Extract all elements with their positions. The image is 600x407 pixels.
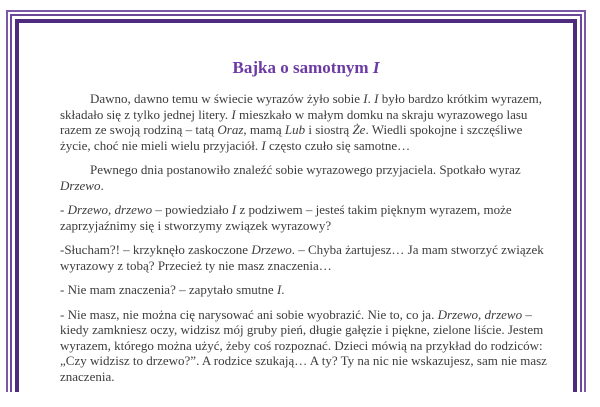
paragraph [60,282,552,298]
text-segment: Dawno, dawno temu w świecie wyrazów żyło sobie [90,91,364,106]
text-segment: . Wiedli spokojne i szczęśliwe życie, choć nie mieli wielu przyjaciół. [60,122,523,153]
page-title [60,58,552,78]
text-segment: było bardzo krótkim wyrazem, składało się z tylko jednej litery. [60,91,543,122]
italic-text-segment: I [363,91,368,106]
page-title-italic-word: I [372,58,380,77]
page-title-text: Bajka o samotnym [232,58,373,77]
text-segment: z podziwem – jesteś takim pięknym wyrazem, może zaprzyjaźnimy się i stworzymy związek wyrazowy? [60,202,512,233]
italic-text-segment: Drzewo, drzewo [437,306,523,322]
page-content [60,58,552,393]
italic-text-segment: Oraz [217,122,244,137]
italic-text-segment: Lub [284,122,306,137]
text-segment: , mamą [243,122,285,137]
paragraphs [60,91,552,384]
text-segment: - Nie mam znaczenia? – zapytało smutne [60,282,277,297]
text-segment: – kiedy zamkniesz oczy, widzisz mój gruby pień, długie gałęzie i piękne, zielone liście. Jestem wyrazem, którego można użyć, żeby coś rozpoznać. Dzieci mówią na przykład do rodziców: „Czy widzisz to drzewo?”. A rodzice szukają… A ty? Ty na nic nie wskazujesz, sam nie masz znaczenia. [60,306,547,384]
italic-text-segment: I [231,106,236,122]
text-segment: – powiedziało [152,202,232,217]
paragraph [60,91,552,153]
text-segment: -Słucham?! – krzyknęło zaskoczone [60,242,252,257]
italic-text-segment: I [231,202,237,217]
text-segment: . [281,282,285,297]
italic-text-segment: Drzewo [251,242,292,257]
text-segment: i siostrą [305,122,353,137]
paragraph [60,242,552,273]
paragraph [60,162,552,193]
text-segment: . [367,91,375,106]
text-segment: często czuło się samotne… [265,137,411,153]
italic-text-segment: I [374,91,379,106]
italic-text-segment: Drzewo, drzewo [67,202,153,217]
paragraph [60,307,552,385]
italic-text-segment: Drzewo [60,177,101,193]
paragraph [60,202,552,233]
text-segment: . – Chyba żartujesz… Ja mam stworzyć związek wyrazowy z tobą? Przecież ty nie masz znaczenia… [60,242,544,273]
italic-text-segment: I [276,282,282,297]
text-segment: Pewnego dnia postanowiło znaleźć sobie wyrazowego przyjaciela. Spotkało wyraz [90,162,521,177]
text-segment: . [100,177,104,193]
italic-text-segment: I [261,137,266,153]
text-segment: mieszkało w małym domku na skraju wyrazowego lasu razem ze swoją rodziną – tatą [60,106,528,137]
italic-text-segment: Że [352,122,366,137]
text-segment: - [60,202,68,217]
text-segment: - Nie masz, nie można cię narysować ani sobie wyobrazić. Nie to, co ja. [60,306,438,322]
